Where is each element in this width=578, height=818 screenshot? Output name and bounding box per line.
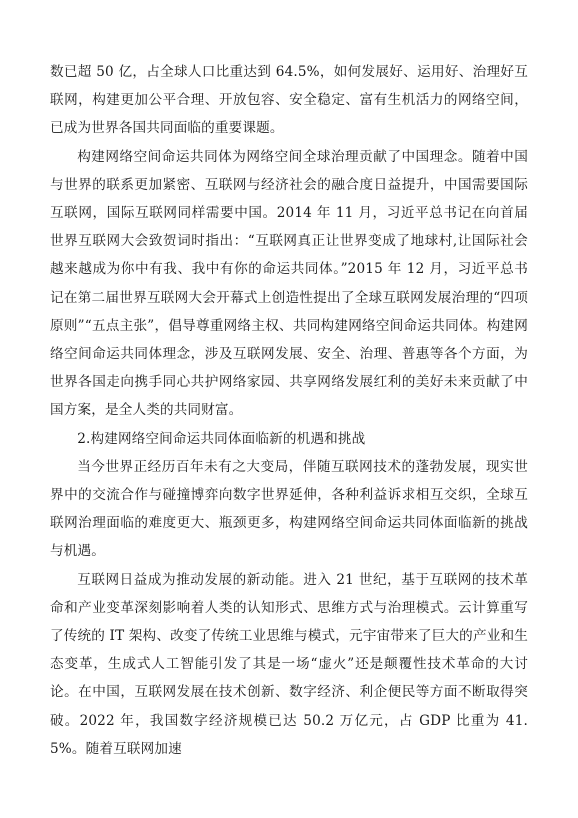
paragraph-2: 构建网络空间命运共同体为网络空间全球治理贡献了中国理念。随着中国与世界的联系更加紧密、互联网与经济社会的融合度日益提升，中国需要国际互联网，国际互联网同样需要中国。2014 年 11 月，习近平总书记在向首届世界互联网大会致贺词时指出：“互联网真正让世界变成了地球村,让国际社会越来越成为你中有我、我中有你的命运共同体。”2015 年 12 月，习近平总书记在第二届世界互联网大会开幕式上创造性提出了全球互联网发展治理的“四项原则”“五点主张”，倡导尊重网络主权、共同构建网络空间命运共同体。构建网络空间命运共同体理念，涉及互联网发展、安全、治理、普惠等各个方面，为世界各国走向携手同心共护网络家园、共享网络发展红利的美好未来贡献了中国方案，是全人类的共同财富。 <box>50 148 528 419</box>
section-heading: 2.构建网络空间命运共同体面临新的机遇和挑战 <box>77 430 366 447</box>
paragraph-3: 当今世界正经历百年未有之大变局，伴随互联网技术的蓬勃发展，现实世界中的交流合作与碰撞博弈向数字世界延伸，各种利益诉求相互交织，全球互联网治理面临的难度更大、瓶颈更多，构建网络空间命运共同体面临新的挑战与机遇。 <box>50 458 528 560</box>
paragraph-1: 数已超 50 亿，占全球人口比重达到 64.5%，如何发展好、运用好、治理好互联网，构建更加公平合理、开放包容、安全稳定、富有生机活力的网络空间，已成为世界各国共同面临的重要课题。 <box>50 64 528 137</box>
paragraph-4: 互联网日益成为推动发展的新动能。进入 21 世纪，基于互联网的技术革命和产业变革深刻影响着人类的认知形式、思维方式与治理模式。云计算重写了传统的 IT 架构、改变了传统工业思维与模式，元宇宙带来了巨大的产业和生态变革，生成式人工智能引发了其是一场“虚火”还是颠覆性技术革命的大讨论。在中国，互联网发展在技术创新、数字经济、利企便民等方面不断取得突破。2022 年，我国数字经济规模已达 50.2 万亿元，占 GDP 比重为 41.5%。随着互联网加速 <box>50 571 528 757</box>
